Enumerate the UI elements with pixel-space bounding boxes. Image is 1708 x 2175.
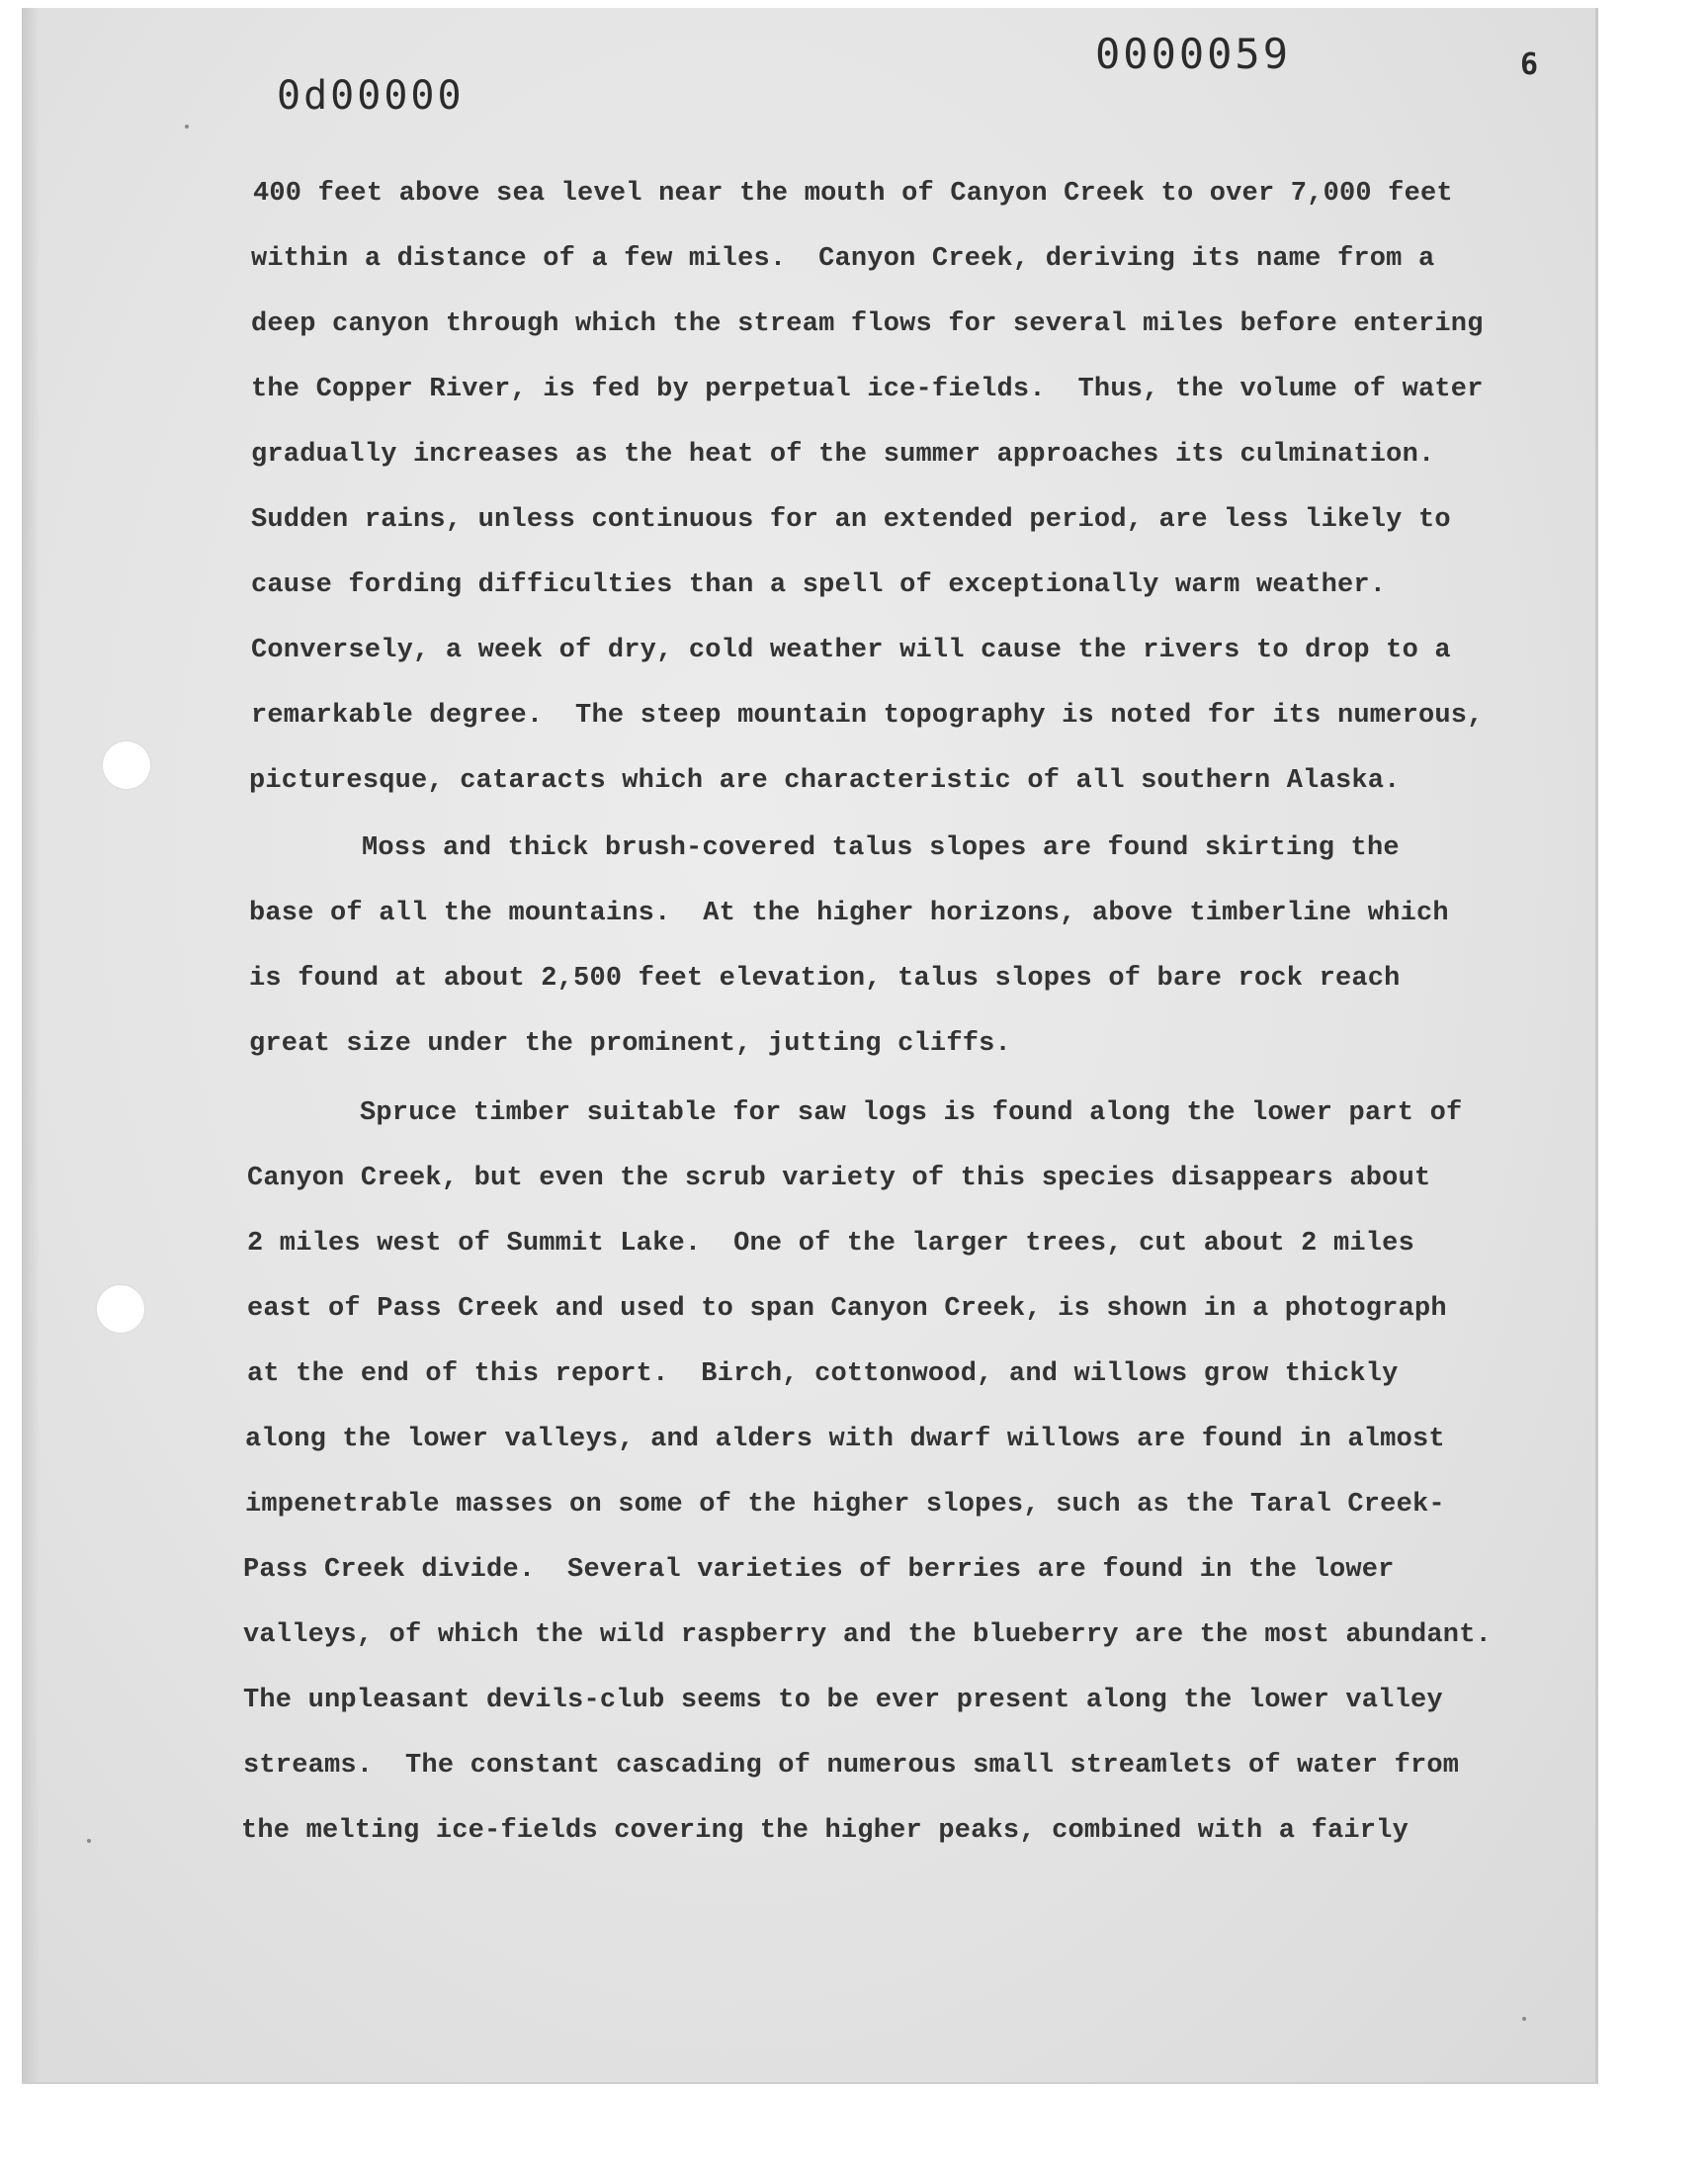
scan-speck — [87, 1839, 91, 1843]
page-number: 6 — [1520, 47, 1539, 82]
text-line: impenetrable masses on some of the higher slopes, such as the Taral Creek- — [245, 1490, 1445, 1520]
text-line: gradually increases as the heat of the summer approaches its culmination. — [251, 440, 1435, 470]
text-line: at the end of this report. Birch, cottonwood, and willows grow thickly — [247, 1359, 1399, 1389]
text-line: Conversely, a week of dry, cold weather will cause the rivers to drop to a — [251, 636, 1451, 665]
text-line: deep canyon through which the stream flows for several miles before entering — [251, 309, 1484, 339]
text-line: The unpleasant devils-club seems to be ever present along the lower valley — [243, 1686, 1443, 1715]
text-line: great size under the prominent, jutting cliffs. — [249, 1029, 1011, 1059]
text-line: remarkable degree. The steep mountain topography is noted for its numerous, — [251, 701, 1484, 731]
scan-speck — [1522, 2017, 1526, 2021]
text-line: within a distance of a few miles. Canyon Creek, deriving its name from a — [251, 244, 1435, 274]
text-line: cause fording difficulties than a spell of exceptionally warm weather. — [251, 570, 1387, 600]
text-line: Sudden rains, unless continuous for an extended period, are less likely to — [251, 505, 1451, 535]
text-line: Canyon Creek, but even the scrub variety of this species disappears about — [247, 1164, 1431, 1193]
text-line: east of Pass Creek and used to span Canyon Creek, is shown in a photograph — [247, 1294, 1447, 1324]
punch-hole-lower — [97, 1285, 144, 1333]
text-line: 2 miles west of Summit Lake. One of the larger trees, cut about 2 miles — [247, 1229, 1414, 1259]
text-line: base of all the mountains. At the higher horizons, above timberline which — [249, 899, 1449, 928]
control-number-left: 0d00000 — [277, 73, 465, 119]
text-line: streams. The constant cascading of numerous small streamlets of water from — [243, 1751, 1460, 1781]
text-line: the melting ice-fields covering the higher peaks, combined with a fairly — [241, 1816, 1409, 1846]
scan-speck — [185, 125, 189, 129]
paper-edge-shadow — [22, 8, 40, 2082]
paragraph-first-line: Spruce timber suitable for saw logs is found along the lower part of — [360, 1098, 1463, 1128]
text-line: 400 feet above sea level near the mouth of Canyon Creek to over 7,000 feet — [253, 179, 1453, 209]
text-line: valleys, of which the wild raspberry and the blueberry are the most abundant. — [243, 1620, 1493, 1650]
paragraph-first-line: Moss and thick brush-covered talus slopes are found skirting the — [362, 833, 1400, 863]
punch-hole-upper — [103, 741, 150, 789]
control-number-right: 0000059 — [1095, 30, 1292, 78]
text-line: Pass Creek divide. Several varieties of berries are found in the lower — [243, 1555, 1395, 1585]
text-line: picturesque, cataracts which are characteristic of all southern Alaska. — [249, 766, 1401, 796]
text-line: is found at about 2,500 feet elevation, talus slopes of bare rock reach — [249, 964, 1401, 994]
text-line: along the lower valleys, and alders with dwarf willows are found in almost — [245, 1425, 1445, 1454]
text-line: the Copper River, is fed by perpetual ice-fields. Thus, the volume of water — [251, 375, 1484, 404]
